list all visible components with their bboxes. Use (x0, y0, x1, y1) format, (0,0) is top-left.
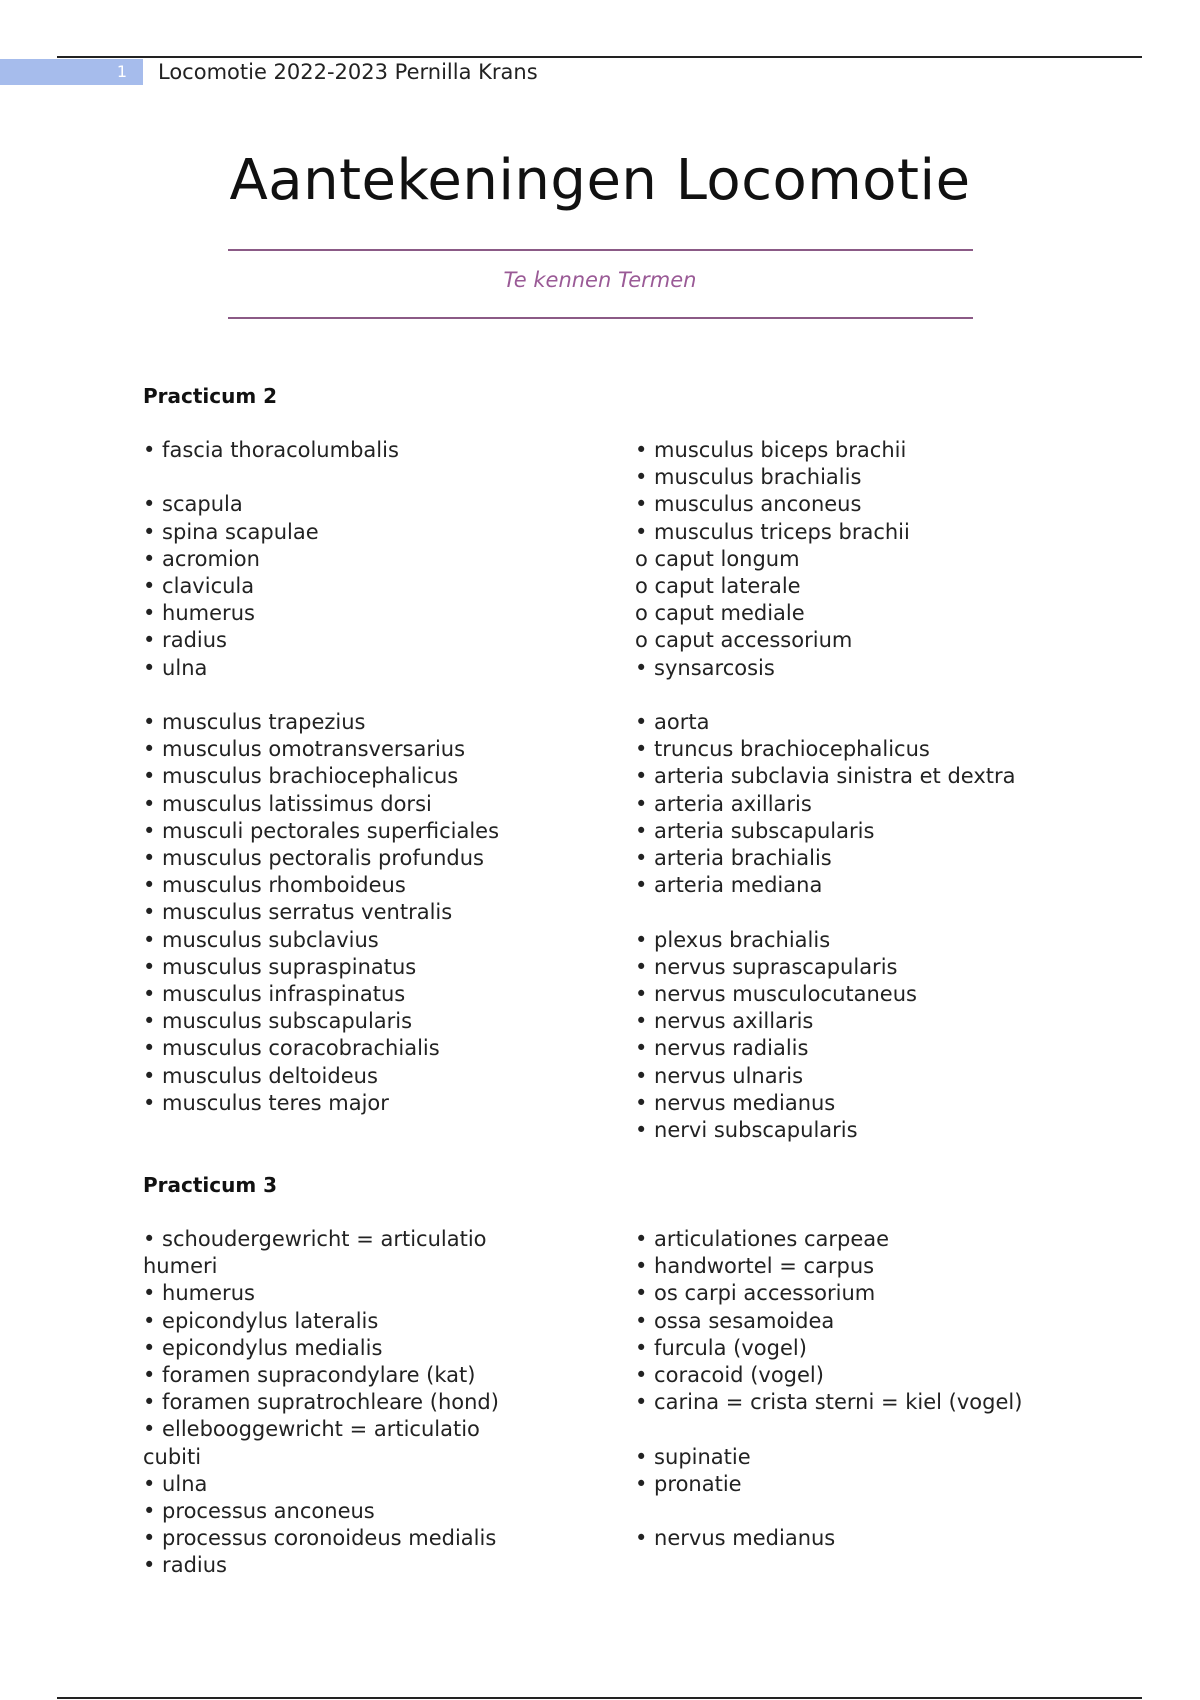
list-spacer (143, 464, 613, 491)
term-item: • furcula (vogel) (635, 1335, 807, 1360)
page-subtitle: Te kennen Termen (503, 268, 697, 292)
term-item: • nervus ulnaris (635, 1063, 804, 1088)
term-item: • nervus medianus (635, 1090, 836, 1115)
term-item: • spina scapulae (143, 519, 319, 544)
term-item: • epicondylus lateralis (143, 1308, 379, 1333)
term-item: • arteria mediana (635, 873, 823, 898)
term-item: • coracoid (vogel) (635, 1363, 824, 1388)
term-item: • musculus anconeus (635, 492, 862, 517)
term-item: • musculus omotransversarius (143, 737, 466, 762)
term-item: • arteria subclavia sinistra et dextra (635, 764, 1016, 789)
term-item: • scapula (143, 492, 243, 517)
term-item: • os carpi accessorium (635, 1281, 876, 1306)
footer-rule (57, 1697, 1142, 1699)
term-item: • arteria brachialis (635, 846, 832, 871)
term-item: • musculus serratus ventralis (143, 900, 453, 925)
term-item: • musculus infraspinatus (143, 982, 406, 1007)
practicum-2-left-list (143, 437, 613, 1117)
term-item: • ulna (143, 1471, 208, 1496)
term-item: • musculus latissimus dorsi (143, 791, 432, 816)
term-item: • arteria axillaris (635, 791, 812, 816)
term-item: • foramen supratrochleare (hond) (143, 1390, 499, 1415)
term-item: • truncus brachiocephalicus (635, 737, 930, 762)
list-spacer (635, 1416, 1105, 1443)
page-number: 1 (0, 59, 143, 85)
term-item: • ellebooggewricht = articulatio cubiti (143, 1417, 480, 1469)
section-heading-practicum-2: Practicum 2 (143, 384, 278, 408)
term-item: • nervus medianus (635, 1526, 836, 1551)
term-item: o caput laterale (635, 574, 801, 599)
term-item: • arteria subscapularis (635, 818, 875, 843)
term-item: • humerus (143, 1281, 255, 1306)
page-title: Aantekeningen Locomotie (229, 148, 971, 213)
term-item: • ulna (143, 655, 208, 680)
term-item: • pronatie (635, 1471, 742, 1496)
term-item: • nervus axillaris (635, 1009, 814, 1034)
term-item: • articulationes carpeae (635, 1227, 890, 1251)
term-item: • clavicula (143, 574, 255, 598)
term-item: • acromion (143, 546, 260, 571)
list-spacer (143, 682, 613, 709)
term-item: • processus coronoideus medialis (143, 1526, 497, 1551)
term-item: • epicondylus medialis (143, 1335, 383, 1360)
term-item: • aorta (635, 710, 710, 735)
term-item: • musculus trapezius (143, 710, 366, 734)
term-item: • synsarcosis (635, 655, 775, 680)
term-item: • supinatie (635, 1444, 751, 1469)
term-item: • radius (143, 1553, 227, 1578)
term-item: • musculus rhomboideus (143, 873, 406, 898)
term-item: • fascia thoracolumbalis (143, 438, 399, 462)
list-spacer (635, 682, 1105, 709)
term-item: • musculus brachialis (635, 465, 862, 490)
term-item: • humerus (143, 601, 255, 626)
term-item: • handwortel = carpus (635, 1254, 875, 1279)
term-item: • musculus brachiocephalicus (143, 764, 459, 789)
term-item: • nervus musculocutaneus (635, 982, 917, 1007)
term-item: • ossa sesamoidea (635, 1308, 835, 1333)
practicum-3-right-list (635, 1226, 1105, 1552)
term-item: • musculus subscapularis (143, 1009, 413, 1034)
term-item: o caput longum (635, 546, 800, 571)
term-item: • processus anconeus (143, 1499, 375, 1524)
term-item: • plexus brachialis (635, 927, 831, 952)
term-item: • carina = crista sterni = kiel (vogel) (635, 1390, 1023, 1415)
title-rule-top (228, 249, 973, 251)
term-item: • foramen supracondylare (kat) (143, 1363, 476, 1388)
term-item: o caput mediale (635, 601, 805, 626)
list-spacer (635, 1498, 1105, 1525)
term-item: • musculus supraspinatus (143, 954, 417, 979)
term-item: • nervi subscapularis (635, 1118, 858, 1143)
section-heading-practicum-3: Practicum 3 (143, 1173, 278, 1197)
term-item: • musculi pectorales superficiales (143, 818, 500, 843)
term-item: • musculus pectoralis profundus (143, 846, 484, 871)
list-spacer (635, 899, 1105, 926)
term-item: • musculus biceps brachii (635, 438, 907, 462)
running-header: Locomotie 2022-2023 Pernilla Krans (158, 60, 538, 84)
term-item: • nervus radialis (635, 1036, 809, 1061)
term-item: • musculus triceps brachii (635, 519, 910, 544)
term-item: • musculus coracobrachialis (143, 1036, 440, 1061)
term-item: • musculus teres major (143, 1090, 389, 1115)
practicum-2-right-list (635, 437, 1105, 1144)
term-item: • musculus subclavius (143, 927, 379, 952)
practicum-3-left-list (143, 1226, 613, 1580)
title-rule-bottom (228, 317, 973, 319)
term-item: • nervus suprascapularis (635, 954, 898, 979)
header-rule (57, 56, 1142, 58)
term-item: • musculus deltoideus (143, 1063, 378, 1088)
term-item: • schoudergewricht = articulatio humeri (143, 1227, 487, 1279)
term-item: o caput accessorium (635, 628, 853, 653)
term-item: • radius (143, 628, 227, 653)
